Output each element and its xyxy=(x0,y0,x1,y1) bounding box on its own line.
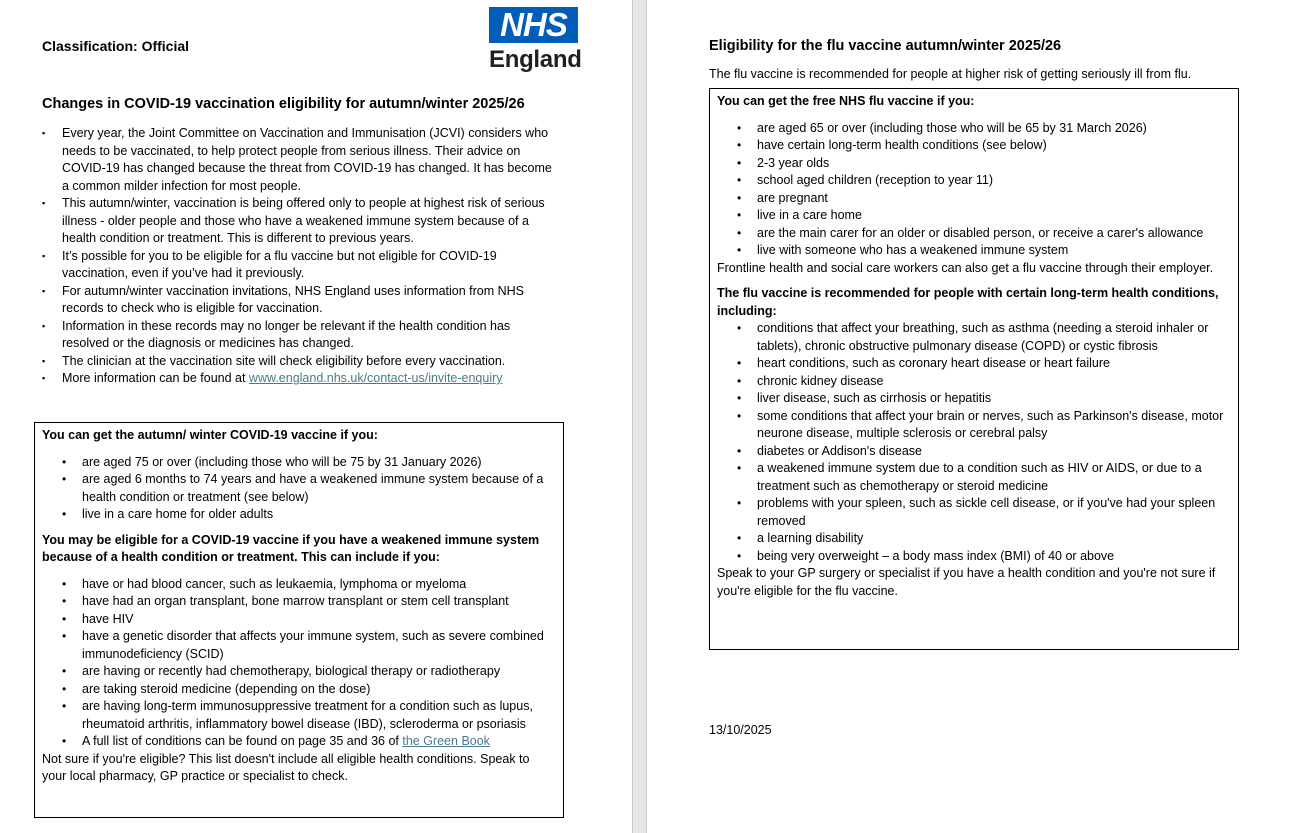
list-item xyxy=(42,733,556,751)
flu-conditions-list xyxy=(717,320,1231,565)
weakened-immune-title: You may be eligible for a COVID-19 vaccine if you have a weakened immune system because of a health condition or treatment. This can include if you: xyxy=(42,532,540,564)
list-item: • are aged 6 months to 74 years and have a weakened immune system because of a health condition or treatment (see below) xyxy=(42,471,556,506)
list-item: • are taking steroid medicine (depending on the dose) xyxy=(42,681,556,699)
covid-box-footer: Not sure if you're eligible? This list doesn't include all eligible health conditions. Speak to your local pharmacy, GP practice or specialist to check. xyxy=(42,751,530,783)
list-item: ▪ Information in these records may no longer be relevant if the health condition has resolved or the diagnosis or medicines has changed. xyxy=(42,318,552,353)
green-book-link[interactable]: the Green Book xyxy=(402,734,490,748)
weakened-immune-list xyxy=(42,576,556,751)
list-item: • have had an organ transplant, bone marrow transplant or stem cell transplant xyxy=(42,593,556,611)
list-item: • have or had blood cancer, such as leukaemia, lymphoma or myeloma xyxy=(42,576,556,594)
list-item: • heart conditions, such as coronary heart disease or heart failure xyxy=(717,355,1231,373)
nhs-england-logo xyxy=(489,6,582,74)
list-item: • diabetes or Addison's disease xyxy=(717,443,1231,461)
page-left xyxy=(0,0,632,833)
covid-box-title: You can get the autumn/ winter COVID-19 vaccine if you: xyxy=(42,428,378,442)
list-item: • live in a care home for older adults xyxy=(42,506,556,524)
covid-eligibility-box xyxy=(34,422,564,818)
list-item: ▪ Every year, the Joint Committee on Vaccination and Immunisation (JCVI) considers who needs to be vaccinated, to help protect people from serious illness. Their advice on COVID-19 has changed because the threat from COVID-19 has changed. It has become a common milder infection for most people. xyxy=(42,125,552,195)
list-item: • are aged 75 or over (including those who will be 75 by 31 January 2026) xyxy=(42,454,556,472)
list-item: • are having long-term immunosuppressive treatment for a condition such as lupus, rheumatoid arthritis, inflammatory bowel disease (IBD), scleroderma or psoriasis xyxy=(42,698,556,733)
list-item xyxy=(42,370,552,388)
flu-box-footer: Speak to your GP surgery or specialist if you have a health condition and you're not sure if you're eligible for the flu vaccine. xyxy=(717,566,1216,598)
list-item: • chronic kidney disease xyxy=(717,373,1231,391)
flu-eligibility-box xyxy=(709,88,1239,650)
list-item: • are aged 65 or over (including those who will be 65 by 31 March 2026) xyxy=(717,120,1231,138)
list-item: • school aged children (reception to year 11) xyxy=(717,172,1231,190)
green-book-prefix: A full list of conditions can be found on page 35 and 36 of xyxy=(82,734,403,748)
flu-heading: Eligibility for the flu vaccine autumn/winter 2025/26 xyxy=(709,38,1062,54)
nhs-logo-box: NHS xyxy=(489,7,578,43)
list-item: • have a genetic disorder that affects your immune system, such as severe combined immunodeficiency (SCID) xyxy=(42,628,556,663)
flu-intro: The flu vaccine is recommended for people at higher risk of getting seriously ill from flu. xyxy=(709,67,1192,81)
flu-conditions-title: The flu vaccine is recommended for people with certain long-term health conditions, including: xyxy=(717,286,1219,318)
list-item: • live in a care home xyxy=(717,207,1231,225)
list-item: • liver disease, such as cirrhosis or hepatitis xyxy=(717,390,1231,408)
list-item: • problems with your spleen, such as sickle cell disease, or if you've had your spleen removed xyxy=(717,495,1231,530)
page-gutter xyxy=(632,0,647,833)
document-date: 13/10/2025 xyxy=(709,723,772,737)
flu-box-title: You can get the free NHS flu vaccine if you: xyxy=(717,94,975,108)
list-item: • are the main carer for an older or disabled person, or receive a carer's allowance xyxy=(717,225,1231,243)
list-item: ▪ It’s possible for you to be eligible for a flu vaccine but not eligible for COVID-19 vaccination, even if you’ve had it previously. xyxy=(42,248,552,283)
list-item: • being very overweight – a body mass index (BMI) of 40 or above xyxy=(717,548,1231,566)
list-item: • a weakened immune system due to a condition such as HIV or AIDS, or due to a treatment such as chemotherapy or steroid medicine xyxy=(717,460,1231,495)
nhs-logo-subtext: England xyxy=(489,46,582,73)
covid-changes-list xyxy=(42,125,552,388)
list-item: • are pregnant xyxy=(717,190,1231,208)
classification-label: Classification: Official xyxy=(42,38,190,54)
covid-heading: Changes in COVID-19 vaccination eligibility for autumn/winter 2025/26 xyxy=(42,96,525,112)
list-item: • have certain long-term health conditions (see below) xyxy=(717,137,1231,155)
list-item: • 2-3 year olds xyxy=(717,155,1231,173)
list-item: • conditions that affect your breathing, such as asthma (needing a steroid inhaler or tablets), chronic obstructive pulmonary disease (COPD) or cystic fibrosis xyxy=(717,320,1231,355)
covid-eligible-list xyxy=(42,454,556,524)
frontline-workers-note: Frontline health and social care workers can also get a flu vaccine through their employer. xyxy=(717,260,1214,275)
list-item: • some conditions that affect your brain or nerves, such as Parkinson's disease, motor neurone disease, multiple sclerosis or cerebral palsy xyxy=(717,408,1231,443)
list-item: ▪ For autumn/winter vaccination invitations, NHS England uses information from NHS records to check who is eligible for vaccination. xyxy=(42,283,552,318)
more-info-prefix: More information can be found at xyxy=(62,371,249,385)
list-item: • a learning disability xyxy=(717,530,1231,548)
list-item: ▪ This autumn/winter, vaccination is being offered only to people at highest risk of serious illness - older people and those who have a weakened immune system because of a health condition or treatment. This is different to previous years. xyxy=(42,195,552,248)
list-item: ▪ The clinician at the vaccination site will check eligibility before every vaccination. xyxy=(42,353,552,371)
list-item: • live with someone who has a weakened immune system xyxy=(717,242,1231,260)
list-item: • are having or recently had chemotherapy, biological therapy or radiotherapy xyxy=(42,663,556,681)
flu-eligible-list xyxy=(717,120,1231,260)
invite-enquiry-link[interactable]: www.england.nhs.uk/contact-us/invite-enquiry xyxy=(248,371,503,385)
list-item: • have HIV xyxy=(42,611,556,629)
